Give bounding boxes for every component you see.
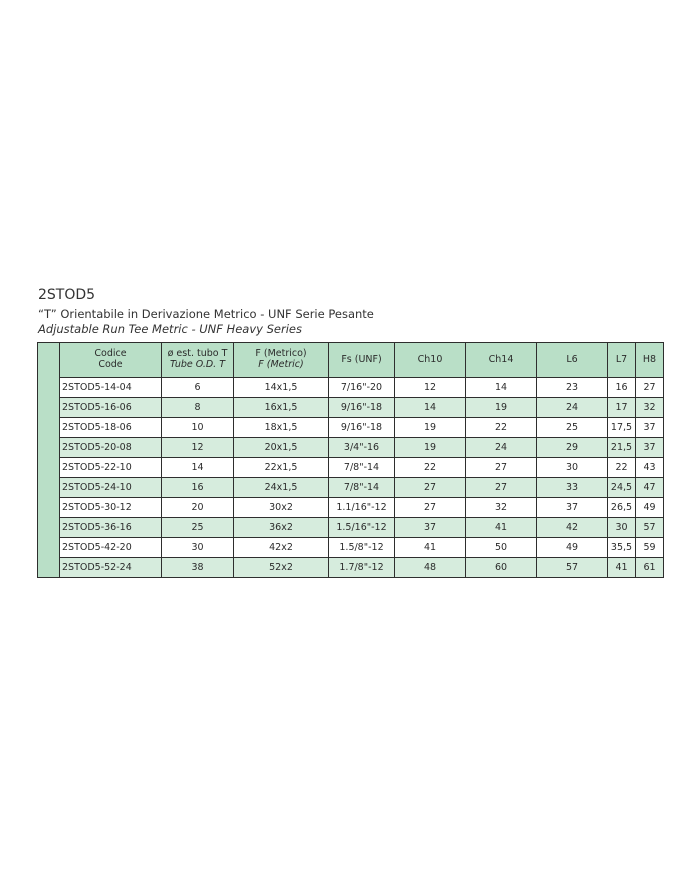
- cell-ch14: 50: [466, 538, 537, 558]
- cell-h8: 49: [636, 498, 664, 518]
- cell-l6: 33: [537, 478, 608, 498]
- cell-l6: 23: [537, 378, 608, 398]
- cell-l7: 26,5: [608, 498, 636, 518]
- header-label: L6: [566, 353, 578, 365]
- cell-l6: 49: [537, 538, 608, 558]
- cell-h8: 47: [636, 478, 664, 498]
- cell-ch14: 60: [466, 558, 537, 578]
- cell-l6: 29: [537, 438, 608, 458]
- cell-tube-od: 16: [162, 478, 234, 498]
- cell-l7: 35,5: [608, 538, 636, 558]
- header-sublabel: Tube O.D. T: [169, 359, 226, 370]
- cell-l7: 17: [608, 398, 636, 418]
- cell-f-metric: 22x1,5: [234, 458, 329, 478]
- cell-h8: 59: [636, 538, 664, 558]
- cell-l6: 25: [537, 418, 608, 438]
- cell-code: 2STOD5-22-10: [60, 458, 162, 478]
- cell-f-metric: 16x1,5: [234, 398, 329, 418]
- header-label: Codice: [94, 348, 127, 360]
- cell-l7: 22: [608, 458, 636, 478]
- header-l7: [608, 343, 636, 378]
- header-label: L7: [615, 353, 628, 365]
- header-label: F (Metrico): [255, 348, 307, 360]
- cell-ch14: 24: [466, 438, 537, 458]
- cell-l7: 17,5: [608, 418, 636, 438]
- header-label: Ch10: [417, 353, 443, 365]
- header-fs-unf: [329, 343, 395, 378]
- cell-ch10: 48: [395, 558, 466, 578]
- table-row: [38, 418, 664, 438]
- table-row: [38, 458, 664, 478]
- cell-ch14: 27: [466, 458, 537, 478]
- cell-ch14: 32: [466, 498, 537, 518]
- cell-tube-od: 25: [162, 518, 234, 538]
- cell-f-metric: 36x2: [234, 518, 329, 538]
- cell-ch10: 41: [395, 538, 466, 558]
- table-row: [38, 478, 664, 498]
- header-ch10: [395, 343, 466, 378]
- header-sublabel: Code: [98, 359, 123, 370]
- cell-fs-unf: 7/8"-14: [329, 478, 395, 498]
- header-f-metric: [234, 343, 329, 378]
- cell-fs-unf: 9/16"-18: [329, 418, 395, 438]
- cell-tube-od: 8: [162, 398, 234, 418]
- cell-h8: 32: [636, 398, 664, 418]
- cell-l7: 16: [608, 378, 636, 398]
- header-label: Fs (UNF): [341, 353, 382, 365]
- cell-code: 2STOD5-36-16: [60, 518, 162, 538]
- cell-h8: 57: [636, 518, 664, 538]
- cell-h8: 61: [636, 558, 664, 578]
- table-header-row: [38, 343, 664, 378]
- header-ch14: [466, 343, 537, 378]
- cell-ch10: 14: [395, 398, 466, 418]
- table-side-band: [38, 343, 60, 378]
- header-code: [60, 343, 162, 378]
- cell-fs-unf: 3/4"-16: [329, 438, 395, 458]
- cell-code: 2STOD5-14-04: [60, 378, 162, 398]
- subtitle-english: Adjustable Run Tee Metric - UNF Heavy Series: [38, 322, 302, 336]
- cell-fs-unf: 7/8"-14: [329, 458, 395, 478]
- cell-ch14: 19: [466, 398, 537, 418]
- cell-tube-od: 38: [162, 558, 234, 578]
- table-row: [38, 378, 664, 398]
- cell-ch14: 41: [466, 518, 537, 538]
- header-label: ø est. tubo T: [167, 348, 228, 360]
- cell-f-metric: 24x1,5: [234, 478, 329, 498]
- cell-fs-unf: 9/16"-18: [329, 398, 395, 418]
- cell-fs-unf: 1.5/16"-12: [329, 518, 395, 538]
- cell-fs-unf: 1.1/16"-12: [329, 498, 395, 518]
- cell-ch10: 22: [395, 458, 466, 478]
- cell-code: 2STOD5-16-06: [60, 398, 162, 418]
- cell-f-metric: 30x2: [234, 498, 329, 518]
- cell-l7: 21,5: [608, 438, 636, 458]
- cell-code: 2STOD5-24-10: [60, 478, 162, 498]
- cell-fs-unf: 1.5/8"-12: [329, 538, 395, 558]
- table-row: [38, 398, 664, 418]
- header-label: H8: [642, 353, 657, 365]
- cell-f-metric: 52x2: [234, 558, 329, 578]
- table-row: [38, 438, 664, 458]
- cell-l7: 30: [608, 518, 636, 538]
- cell-l7: 41: [608, 558, 636, 578]
- table-row: [38, 558, 664, 578]
- cell-tube-od: 10: [162, 418, 234, 438]
- cell-l6: 30: [537, 458, 608, 478]
- table-row: [38, 538, 664, 558]
- cell-ch10: 37: [395, 518, 466, 538]
- cell-h8: 43: [636, 458, 664, 478]
- cell-l6: 57: [537, 558, 608, 578]
- cell-ch10: 27: [395, 478, 466, 498]
- table-row: [38, 518, 664, 538]
- cell-l6: 37: [537, 498, 608, 518]
- cell-tube-od: 12: [162, 438, 234, 458]
- product-code: 2STOD5: [38, 287, 96, 303]
- header-h8: [636, 343, 664, 378]
- cell-h8: 27: [636, 378, 664, 398]
- cell-code: 2STOD5-42-20: [60, 538, 162, 558]
- cell-ch14: 27: [466, 478, 537, 498]
- cell-tube-od: 30: [162, 538, 234, 558]
- cell-h8: 37: [636, 418, 664, 438]
- cell-f-metric: 14x1,5: [234, 378, 329, 398]
- header-l6: [537, 343, 608, 378]
- header-label: Ch14: [488, 353, 514, 365]
- cell-f-metric: 42x2: [234, 538, 329, 558]
- cell-l6: 24: [537, 398, 608, 418]
- cell-ch14: 22: [466, 418, 537, 438]
- cell-code: 2STOD5-30-12: [60, 498, 162, 518]
- spec-table: [37, 342, 664, 578]
- cell-f-metric: 18x1,5: [234, 418, 329, 438]
- subtitle-italian: “T” Orientabile in Derivazione Metrico - UNF Serie Pesante: [38, 307, 374, 321]
- cell-l7: 24,5: [608, 478, 636, 498]
- header-tube-od: [162, 343, 234, 378]
- table-row: [38, 498, 664, 518]
- cell-code: 2STOD5-52-24: [60, 558, 162, 578]
- cell-code: 2STOD5-18-06: [60, 418, 162, 438]
- cell-l6: 42: [537, 518, 608, 538]
- cell-code: 2STOD5-20-08: [60, 438, 162, 458]
- table-side-band-body: [38, 378, 60, 578]
- cell-h8: 37: [636, 438, 664, 458]
- cell-f-metric: 20x1,5: [234, 438, 329, 458]
- cell-tube-od: 20: [162, 498, 234, 518]
- header-sublabel: F (Metric): [258, 359, 304, 370]
- cell-ch14: 14: [466, 378, 537, 398]
- cell-ch10: 12: [395, 378, 466, 398]
- cell-ch10: 19: [395, 438, 466, 458]
- cell-ch10: 19: [395, 418, 466, 438]
- cell-tube-od: 14: [162, 458, 234, 478]
- cell-fs-unf: 7/16"-20: [329, 378, 395, 398]
- cell-fs-unf: 1.7/8"-12: [329, 558, 395, 578]
- cell-tube-od: 6: [162, 378, 234, 398]
- cell-ch10: 27: [395, 498, 466, 518]
